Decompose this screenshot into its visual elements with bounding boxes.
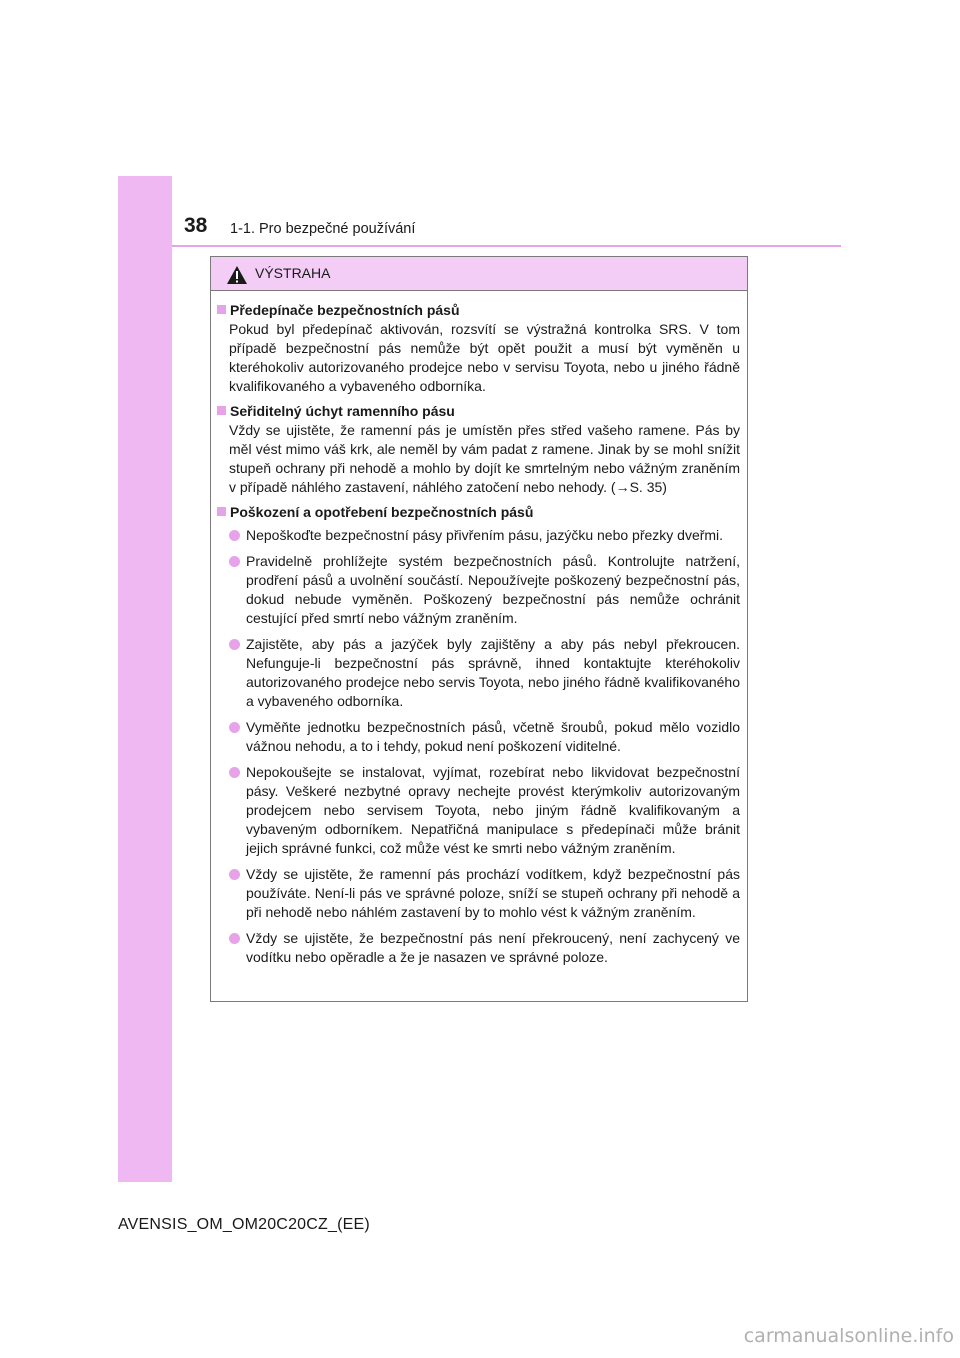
warning-box (210, 256, 748, 1002)
page-number: 38 (184, 214, 208, 237)
section-heading: Předepínače bezpečnostních pásů (230, 302, 460, 318)
document-code: AVENSIS_OM_OM20C20CZ_(EE) (118, 1216, 370, 1233)
warning-triangle-icon (226, 265, 248, 285)
section-heading: Seřiditelný úchyt ramenního pásu (230, 403, 455, 419)
header-divider (172, 245, 841, 247)
square-bullet-icon (217, 507, 226, 516)
warning-header (211, 257, 747, 291)
list-item: Vyměňte jednotku bezpečnostních pásů, včetně šroubů, pokud mělo vozidlo vážnou nehodu, a to i tehdy, pokud není poškození viditelné. (229, 718, 740, 756)
list-item: Vždy se ujistěte, že bezpečnostní pás není překroucený, není zachycený ve vodítku nebo opěradle a že je nasazen ve správné poloze. (229, 929, 740, 967)
list-item: Pravidelně prohlížejte systém bezpečnostních pásů. Kontrolujte natržení, prodření pásů a uvolnění součástí. Nepoužívejte poškozený bezpečnostní pás, dokud nebude vyměněn. Poškozený bezpečnostní pás nemůže ochránit cestující před smrtí nebo vážným zraněním. (229, 552, 740, 628)
warning-section-shoulder-anchor (217, 402, 740, 497)
section-heading: Poškození a opotřebení bezpečnostních pásů (230, 504, 534, 520)
section-paragraph: Pokud byl předepínač aktivován, rozsvítí se výstražná kontrolka SRS. V tom případě bezpečnostní pás nemůže být opět použit a musí být vyměněn u kteréhokoliv autorizovaného prodejce nebo v servisu Toyota, nebo u jiného řádně kvalifikovaného a vybaveného odborníka. (229, 321, 740, 394)
square-bullet-icon (217, 305, 226, 314)
warning-section-pretensioners (217, 301, 740, 396)
square-bullet-icon (217, 406, 226, 415)
warning-section-damage (217, 503, 740, 967)
sidebar-tab (118, 176, 172, 1182)
circle-bullet-icon (229, 639, 240, 650)
circle-bullet-icon (229, 933, 240, 944)
circle-bullet-icon (229, 722, 240, 733)
section-title: 1-1. Pro bezpečné používání (230, 221, 416, 237)
watermark[interactable]: carmanualsonline.info (743, 1325, 954, 1347)
list-item: Nepoškoďte bezpečnostní pásy přivřením pásu, jazýčku nebo přezky dveřmi. (229, 526, 740, 545)
warning-title: VÝSTRAHA (255, 265, 331, 281)
warning-body (211, 291, 747, 967)
list-item: Zajistěte, aby pás a jazýček byly zajištěny a aby pás nebyl překroucen. Nefunguje-li bezpečnostní pás správně, ihned kontaktujte kteréhokoliv autorizovaného prodejce nebo servis Toyota, nebo jiného řádně kvalifikovaného a vybaveného odborníka. (229, 635, 740, 711)
list-item: Vždy se ujistěte, že ramenní pás prochází vodítkem, když bezpečnostní pás používáte. Není-li pás ve správné poloze, sníží se stupeň ochrany při nehodě a při nehodě nebo náhlém zastavení by to mohlo vést k vážným zraněním. (229, 865, 740, 922)
circle-bullet-icon (229, 767, 240, 778)
circle-bullet-icon (229, 869, 240, 880)
list-item: Nepokoušejte se instalovat, vyjímat, rozebírat nebo likvidovat bezpečnostní pásy. Veškeré nezbytné opravy nechejte provést kterýmkoliv autorizovaným prodejcem nebo servisem Toyota, nebo jiným řádně kvalifikovaným a vybaveným odborníkem. Nepatřičná manipulace s předepínači může bránit jejich správné funkci, což může vést ke smrti nebo vážným zraněním. (229, 763, 740, 858)
section-paragraph: Vždy se ujistěte, že ramenní pás je umístěn přes střed vašeho ramene. Pás by měl vést mimo váš krk, ale neměl by vám padat z ramene. Jinak by se mohl snížit stupeň ochrany při nehodě a mohlo by dojít ke smrtelným nebo vážným zraněním v případě náhlého zastavení, náhlého zatočení nebo nehody. (→S. 35) (229, 422, 740, 495)
circle-bullet-icon (229, 556, 240, 567)
circle-bullet-icon (229, 530, 240, 541)
